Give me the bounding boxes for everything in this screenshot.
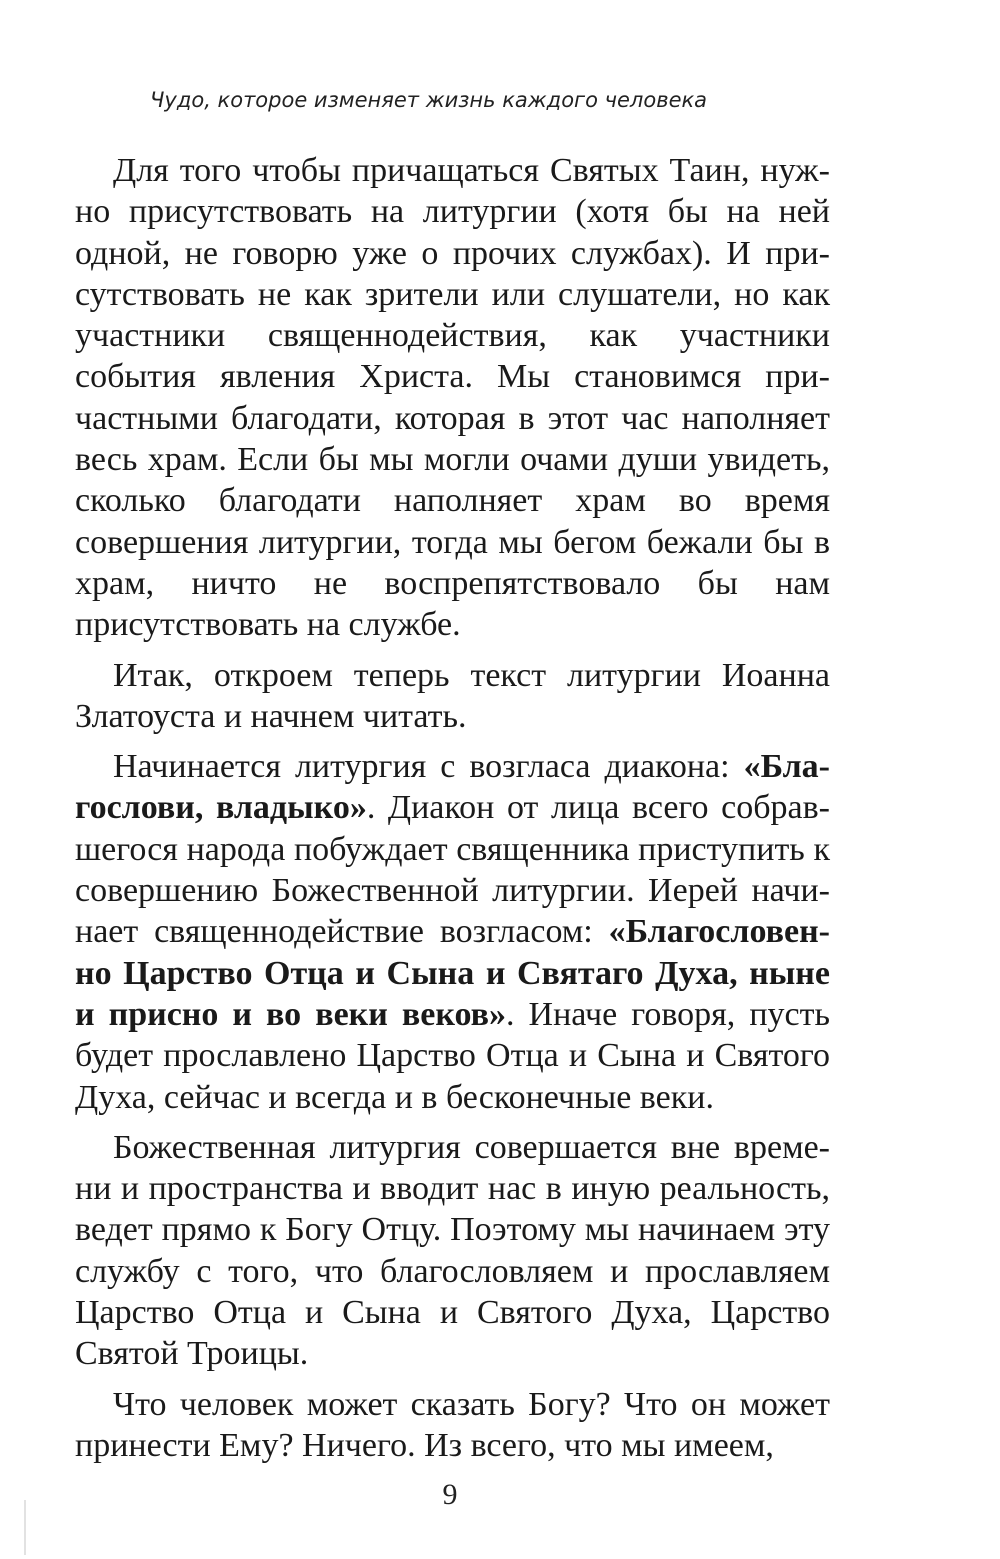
paragraph xyxy=(75,655,830,738)
text-segment: . Диакон от лица всего собравшегося народа побуждает священника приступить к совершению Божественной литургии. Иерей начинает священнодействие возгласом: xyxy=(75,789,830,951)
bold-quote: «Благослови, владыко» xyxy=(75,748,830,827)
scan-edge-mark xyxy=(24,1500,26,1555)
paragraph xyxy=(75,746,830,1118)
running-head: Чудо, которое изменяет жизнь каждого человека xyxy=(150,88,708,112)
text-segment: Что человек может сказать Богу? Что он может принести Ему? Ничего. Из всего, что мы имеем, xyxy=(75,1385,830,1464)
page-number: 9 xyxy=(442,1478,458,1511)
text-segment: Начинается литургия с возгласа диакона: xyxy=(113,748,744,786)
text-segment: Божественная литургия совершается вне времени и пространства и вводит нас в иную реальность, ведет прямо к Богу Отцу. Поэтому мы начинаем эту службу с того, что благословляем и прославляем Царство Отца и Сына и Святого Духа, Царство Святой Троицы. xyxy=(75,1128,830,1373)
text-segment: . Иначе говоря, пусть будет прославлено Царство Отца и Сына и Святого Духа, сейчас и всегда и в бесконечные веки. xyxy=(75,995,830,1116)
paragraph xyxy=(75,150,830,646)
paragraph xyxy=(75,1127,830,1375)
paragraph xyxy=(75,1384,830,1467)
text-segment: Для того чтобы причащаться Святых Таин, нужно присутствовать на литургии (хотя бы на ней одной, не говорю уже о прочих службах). И присутствовать не как зрители или слушатели, но как участники священнодействия, как участники события явления Христа. Мы становимся причастными благодати, которая в этот час наполняет весь храм. Если бы мы могли очами души увидеть, сколько благодати наполняет храм во время совершения литургии, тогда мы бегом бежали бы в храм, ничто не воспрепятствовало бы нам присутствовать на службе. xyxy=(75,152,830,644)
bold-quote: «Благословенно Царство Отца и Сына и Святаго Духа, ныне и присно и во веки веков» xyxy=(75,913,830,1033)
text-segment: Итак, откроем теперь текст литургии Иоанна Златоуста и начнем читать. xyxy=(75,656,830,735)
body-text xyxy=(75,150,830,1466)
